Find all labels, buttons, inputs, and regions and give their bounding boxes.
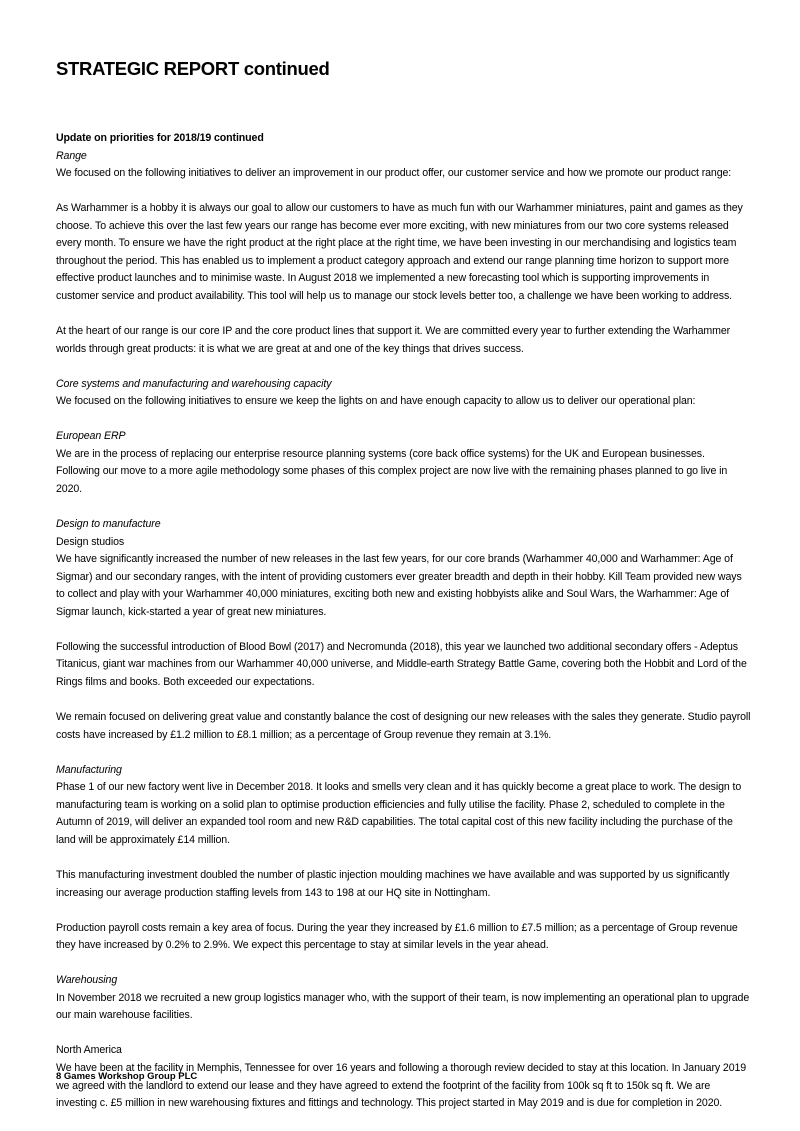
range-paragraph-3: At the heart of our range is our core IP and the core product lines that support it. We are committed every year to further extending the Warhammer worlds through great products: it is what we are great at and one of the key things that drives success.	[56, 325, 731, 355]
design-heading: Design to manufacture	[56, 518, 161, 531]
manufacturing-paragraph-1: Phase 1 of our new factory went live in December 2018. It looks and smells very clean and it has quickly become a great place to work. The design to manufacturing team is working on a solid plan to optimise production efficiencies and fully utilise the facility. Phase 2, scheduled to complete in the Autumn of 2019, will deliver an expanded tool room and new R&D capabilities. The total capital cost of this new facility including the purchase of the land will be approximately £14 million.	[56, 781, 742, 846]
range-paragraph-1: We focused on the following initiatives to deliver an improvement in our product offer, our customer service and how we promote our product range:	[56, 167, 732, 180]
page-footer: 8 Games Workshop Group PLC	[56, 1071, 198, 1082]
design-subheading: Design studios	[56, 535, 125, 548]
erp-paragraph: We are in the process of replacing our enterprise resource planning systems (core back office systems) for the UK and European businesses. Following our move to a more agile methodology some phases of this complex project are now live with the remaining phases planned to go live in 2020.	[56, 447, 728, 495]
erp-heading: European ERP	[56, 430, 126, 443]
design-paragraph-3: We remain focused on delivering great value and constantly balance the cost of designing our new releases with the sales they generate. Studio payroll costs have increased by £1.2 million to £8.1 million; as a percentage of Group revenue they remain at 3.1%.	[56, 711, 751, 741]
section-heading: Update on priorities for 2018/19 continued	[56, 132, 264, 144]
range-heading: Range	[56, 149, 87, 162]
manufacturing-paragraph-2: This manufacturing investment doubled the number of plastic injection moulding machines we have available and was supported by us significantly increasing our average production staffing levels from 143 to 198 at our HQ site in Nottingham.	[56, 868, 730, 899]
north-america-heading: North America	[56, 1044, 122, 1057]
manufacturing-heading: Manufacturing	[56, 763, 122, 776]
report-body	[56, 130, 751, 1130]
range-paragraph-2: As Warhammer is a hobby it is always our goal to allow our customers to have as much fun with our Warhammer miniatures, paint and games as they choose. To achieve this over the last few years our range has become ever more exciting, with new miniatures from our two core systems released every month. To ensure we have the right product at the right place at the right time, we have been investing in our merchandising and logistics team throughout the period. This has enabled us to implement a product category approach and extend our range planning time horizon to support more effective product launches and to minimise waste. In August 2018 we implemented a new forecasting tool which is supporting improvements in customer service and product availability. This tool will help us to manage our stock levels better too, a challenge we have been working to address.	[56, 202, 743, 302]
core-systems-paragraph: We focused on the following initiatives to ensure we keep the lights on and have enough capacity to allow us to deliver our operational plan:	[56, 395, 696, 408]
section-update-priorities	[56, 130, 751, 165]
north-america-paragraph: We have been at the facility in Memphis, Tennessee for over 16 years and following a thorough review decided to stay at this location. In January 2019 we agreed with the landlord to extend our lease and they have agreed to extend the footprint of the facility from 100k sq ft to 150k sq ft. We are investing c. £5 million in new warehousing fixtures and fittings and technology. This project started in May 2019 and is due for completion in 2020.	[56, 1061, 747, 1110]
manufacturing-paragraph-3: Production payroll costs remain a key area of focus. During the year they increased by £1.6 million to £7.5 million; as a percentage of Group revenue they have increased by 0.2% to 2.9%. We expect this percentage to stay at similar levels in the year ahead.	[56, 921, 738, 952]
warehousing-paragraph: In November 2018 we recruited a new group logistics manager who, with the support of their team, is now implementing an operational plan to upgrade our main warehouse facilities.	[56, 991, 750, 1022]
core-systems-heading: Core systems and manufacturing and warehousing capacity	[56, 377, 332, 390]
design-paragraph-2: Following the successful introduction of Blood Bowl (2017) and Necromunda (2018), this year we launched two additional secondary offers - Adeptus Titanicus, giant war machines from our Warhammer 40,000 universe, and Middle-earth Strategy Battle Game, covering both the Hobbit and Lord of the Rings films and books. Both exceeded our expectations.	[56, 640, 747, 688]
design-paragraph-1: We have significantly increased the number of new releases in the last few years, for our core brands (Warhammer 40,000 and Warhammer: Age of Sigmar) and our secondary ranges, with the intent of providing customers ever greater breadth and depth in their hobby. Kill Team provided new ways to collect and play with your Warhammer 40,000 miniatures, exciting both new and existing hobbyists alike and Soul Wars, the Warhammer: Age of Sigmar launch, kick-started a year of great new miniatures.	[56, 553, 742, 618]
page-title: STRATEGIC REPORT continued	[56, 58, 330, 79]
warehousing-heading: Warehousing	[56, 974, 118, 987]
